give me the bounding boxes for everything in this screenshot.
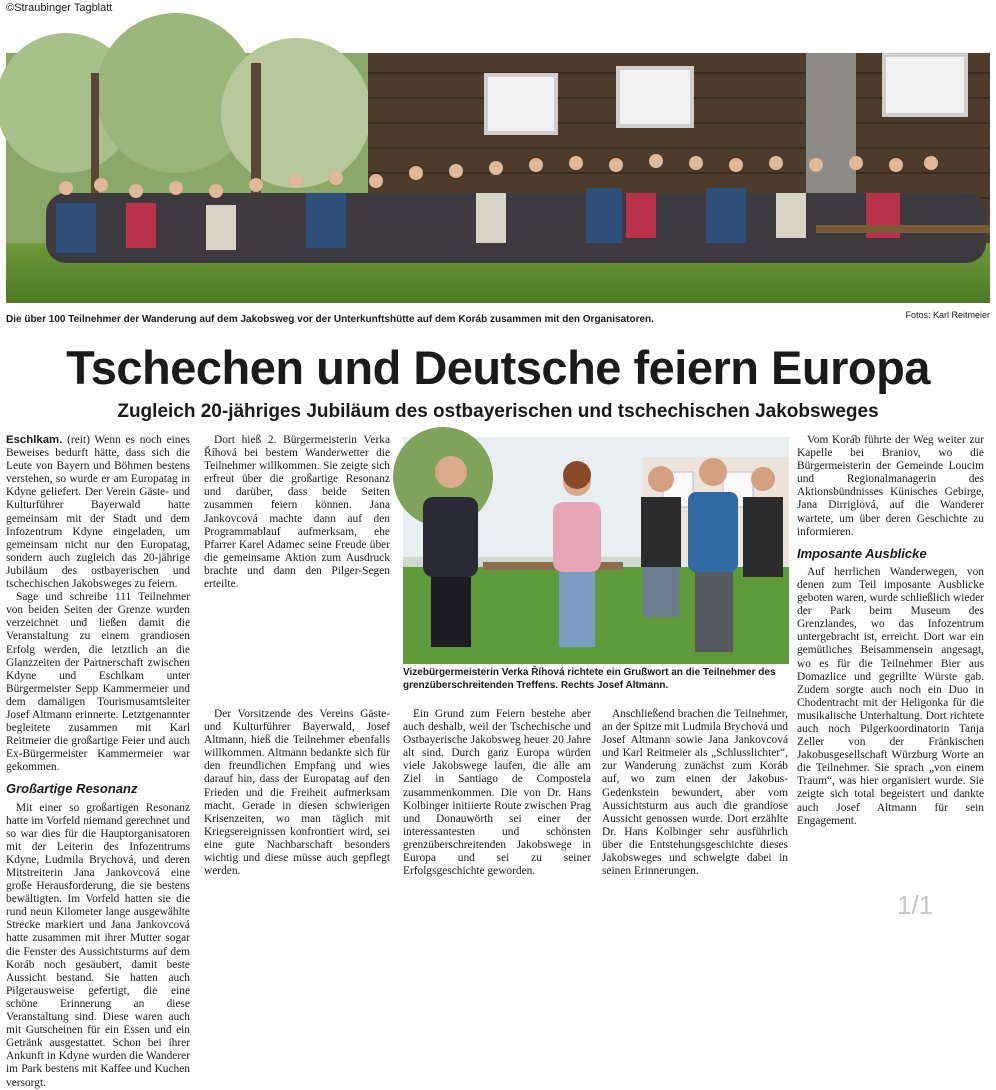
- article-column-1: [6, 434, 190, 1089]
- subheadline: Zugleich 20-jähriges Jubiläum des ostbayerischen und tschechischen Jakobsweges: [117, 401, 879, 422]
- paragraph: Vom Koráb führte der Weg weiter zur Kapelle bei Braniov, wo die Bürgermeisterin der Gemeinde Loucim und Regionalmanagerin des Aktionsbündnisses Künisches Gebirge, Jana Dirriglová, auf die Wanderer wartete, um über deren Geschichte zu informieren.: [797, 434, 984, 538]
- dateline: Eschlkam.: [6, 434, 63, 446]
- article-column-2: [204, 434, 390, 669]
- paragraph: Der Vorsitzende des Vereins Gäste- und Kulturführer Bayerwald, Josef Altmann, hieß die Teilnehmer ebenfalls willkommen. Altmann bedankte sich für den freundlichen Empfang und wies darauf hin, dass der Europatag auf den Frieden und die Freiheit aufmerksam macht. Gerade in diesen schwierigen Krisenzeiten, wo man täglich mit Kriegsereignissen konfrontiert wird, sei eine gute Nachbarschaft besonders wichtig und diese müsse auch gepflegt werden.: [204, 708, 390, 878]
- subheading-grossartige-resonanz: Großartige Resonanz: [6, 781, 138, 797]
- article-column-2b: [204, 708, 390, 918]
- article-column-5: [797, 434, 984, 914]
- paragraph: Ein Grund zum Feiern bestehe aber auch deshalb, weil der Tschechische und Ostbayerische Jakobsweg heuer 20 Jahre alt sind. Durch ganz Europa würden viele Jakobswege laufen, die alle am Ziel in Santiago de Compostela zusammenkommen. Die von Dr. Hans Kolbinger initiierte Route zwischen Prag und Donauwörth sei einer der interessantesten und schönsten grenzüberschreitenden Jakobswege in Europa und sei zu seiner Erfolgsgeschichte geworden.: [403, 708, 591, 878]
- paragraph: Mit einer so großartigen Resonanz hatte im Vorfeld niemand gerechnet und so war dies für die Hauptorganisatoren mit der Leiterin des Infozentrums Kdyne, Ludmila Brychová, und deren Mitstreiterin Jana Jankovcová eine große Herausforderung, die sie bestens bewältigten. Im Vorfeld hatten sie die rund neun Kilometer lange ausgewählte Strecke markiert und Jana Jankovcová hatte zusammen mit ihrer Mutter sogar die Fenster des Aussichtsturms auf dem Koráb noch gesäubert, damit beste Aussicht bestand. Sie hatten auch Pilgerausweise gefertigt, die eine schöne Erinnerung an diese Veranstaltung sind. Diese waren auch mit Gutscheinen für ein Essen und ein Getränk ausgestattet. Schon bei ihrer Ankunft in Kdyne wurden die Wanderer im Park bestens mit Kaffee und Kuchen versorgt.: [6, 801, 190, 1089]
- page-number: 1/1: [897, 890, 934, 920]
- subheading-imposante-ausblicke: Imposante Ausblicke: [797, 545, 927, 561]
- photo-credit: Fotos: Karl Reitmeier: [905, 310, 990, 320]
- article-column-3: [403, 708, 591, 918]
- paragraph: Sage und schreibe 111 Teilnehmer von beiden Seiten der Grenze wurden verzeichnet und ließen damit die Veranstaltung zu einem grandiosen Erfolg werden, die letztlich an die Glanzzeiten der Partnerschaft zwischen Kdyne und Eschlkam unter Bürgermeister Sepp Kammermeier und dem damaligen Tourismusamtsleiter Josef Altmann erinnerte. Letztgenannter begleitete zusammen mit Karl Reitmeier die großartige Feier und auch Ex-Bürgermeister Kammermeier war gekommen.: [6, 591, 190, 774]
- paragraph-intro: Eschlkam. (reit) Wenn es noch eines Beweises bedurft hätte, dass sich die Leute von Bayern und Böhmen bestens verstehen, so wurde er am Europatag in Kdyne geliefert. Der Verein Gäste- und Kulturführer Bayerwald hatte gemeinsam mit der Stadt und dem Infozentrum Kdyne eingeladen, um gemeinsam nicht nur den Europatag, sondern auch zugleich das 20-jährige Jubiläum des ostbayerischen und tschechischen Jakobsweges zu feiern.: [6, 434, 190, 591]
- speaker-photo: [403, 437, 789, 664]
- article-column-4: [602, 708, 788, 918]
- paragraph: Anschließend brachen die Teilnehmer, an der Spitze mit Ludmila Brychová und Josef Altmann sowie Jana Jankovcová und Karl Reitmeier als „Schlusslichter“, zur Wanderung zunächst zum Koráb auf, wo zum einen der Jakobus-Gedenkstein bewundert, aber vom Aussichtsturm aus auch die grandiose Aussicht genossen wurde. Dort erzählte Dr. Hans Kolbinger sehr ausführlich über die Entstehungsgeschichte dieses Jakobsweges und schwelgte dabei in seinen Erinnerungen.: [602, 708, 789, 878]
- source-credit: ©Straubinger Tagblatt: [6, 2, 113, 14]
- hero-caption: Die über 100 Teilnehmer der Wanderung auf dem Jakobsweg vor der Unterkunftshütte auf dem Koráb zusammen mit den Organisatoren.: [6, 314, 654, 325]
- hero-group-photo: [6, 53, 990, 303]
- speaker-photo-caption: Vizebürgermeisterin Verka Říhová richtete ein Grußwort an die Teilnehmer des grenzüberschreitenden Treffens. Rechts Josef Altmann.: [403, 667, 776, 691]
- headline: Tschechen und Deutsche feiern Europa: [66, 341, 930, 394]
- paragraph: Auf herrlichen Wanderwegen, von denen zum Teil imposante Ausblicke geboten waren, wurde schließlich wieder der Park beim Museum des Grenzlandes, wo das Infozentrum untergebracht ist, erreicht. Dort war ein gemütliches Beisammensein angesagt, wo es für die Teilnehmer Bier aus Domazlice und gegrillte Würste gab. Zudem sorgte auch noch ein Duo in Chodentracht mit der Heligonka für die musikalische Unterhaltung. Dort richtete auch noch Pilgerkoordinatorin Tanja Zeller von der Fränkischen Jakobusgesellschaft Würzburg Worte an die Teilnehmer. Sie sprach „von einem Traum“, was hier organisiert wurde. Sie zeigte sich total begeistert und dankte auch Josef Altmann für sein Engagement.: [797, 565, 984, 827]
- paragraph: Dort hieß 2. Bürgermeisterin Verka Říhová bei bestem Wanderwetter die Teilnehmer willkommen. Sie zeigte sich erfreut über die großartige Resonanz und darüber, dass beide Seiten zusammen feiern können. Jana Jankovcová machte dann auf den Programmablauf aufmerksam, ehe Pfarrer Karel Adamec seine Freude über die gemeinsame Aktion zum Ausdruck brachte und dann den Pilger-Segen erteilte.: [204, 434, 390, 591]
